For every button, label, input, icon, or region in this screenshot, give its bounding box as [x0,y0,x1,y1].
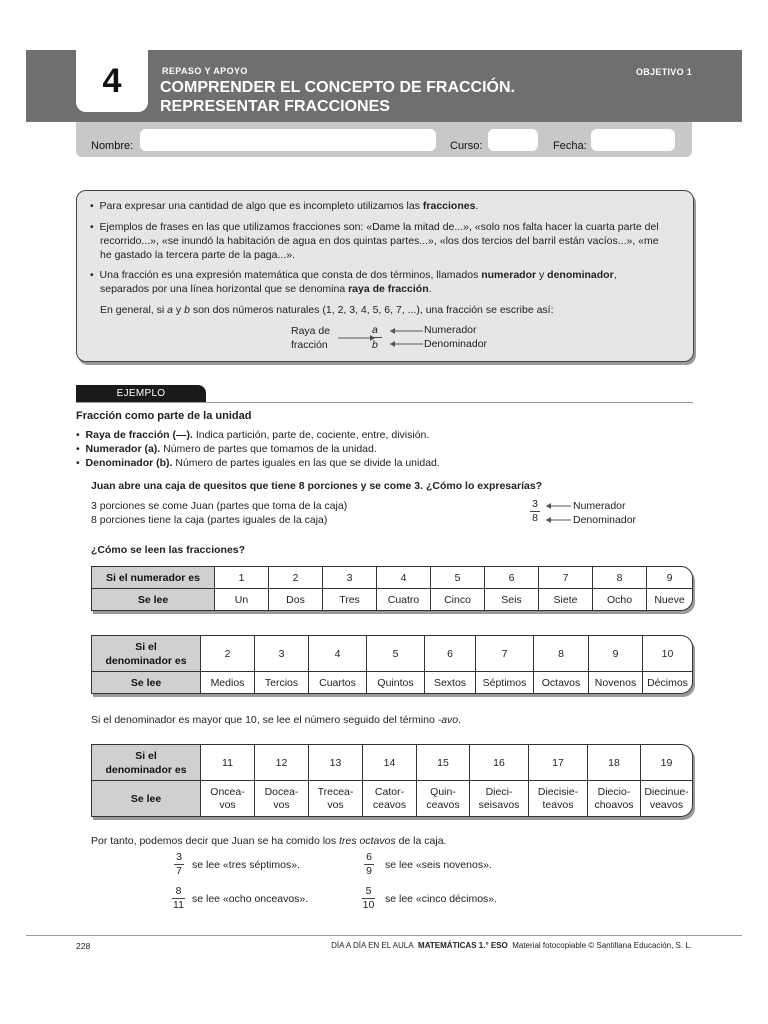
table-cell: 17 [529,745,588,780]
table-cell: Quin- ceavos [417,781,470,816]
date-label: Fecha: [553,140,587,152]
table-cell: Décimos [647,676,688,689]
table-cell: Ocho [593,589,647,610]
table-cell: 13 [309,745,363,780]
table-header: Se lee [92,781,201,816]
table-cell: Medios [201,672,255,693]
list-item: • Raya de fracción (—). Indica partición, parte de, cociente, entre, división. [76,429,430,441]
table-cell: 2 [269,567,323,588]
table-cell: 4 [309,636,367,671]
table-row [92,672,692,693]
table-cell: Diecinue- veavos [644,785,689,811]
theory-bullet-2: • Ejemplos de frases en las que utilizamos fracciones son: «Dame la mitad de...», «solo nos falta hacer la cuarta parte del recorrido...», «se inundó la habitación de agua en dos quintas partes...», «los dos tercios del barril están vacíos...», «me he gastado la tercera parte de la paga...». [90,221,659,261]
denominador-label: Denominador [424,338,488,350]
example-question: Juan abre una caja de quesitos que tiene 8 porciones y se come 3. ¿Cómo lo expresarías? [91,480,543,492]
table-cell: 16 [470,745,529,780]
course-label: Curso: [450,140,483,152]
table-cell: 10 [661,647,674,660]
theory-bullet-3: • Una fracción es una expresión matemática que consta de dos términos, llamados numerador y denominador, separados por una línea horizontal que se denomina raya de fracción. [90,269,617,295]
example-rule [76,402,693,403]
table-cell: 8 [534,636,589,671]
table-cell: 4 [377,567,431,588]
example-num-label: Numerador [573,500,626,512]
avo-table [91,744,693,817]
table-cell: 9 [666,571,673,584]
reading-fraction: 8 11 [173,885,184,911]
table-cell: Cuartos [309,672,367,693]
table-cell: 14 [363,745,417,780]
table-row [92,636,692,672]
table-cell: Octavos [534,672,589,693]
numerador-label: Numerador [424,324,477,336]
table-cell: Dieci- seisavos [470,781,529,816]
table-cell: Tres [323,589,377,610]
example-heading: Fracción como parte de la unidad [76,410,252,422]
table-header: Se lee [92,672,201,693]
table-cell: 2 [201,636,255,671]
reading-text: se lee «seis novenos». [385,859,492,871]
table-cell: Nueve [654,593,685,606]
table-cell: Docea- vos [255,781,309,816]
list-item: • Denominador (b). Número de partes iguales en las que se divide la unidad. [76,457,440,469]
table-cell: Diecio- choavos [588,781,641,816]
table-cell: 3 [255,636,309,671]
reading-text: se lee «ocho onceavos». [192,893,309,905]
table-cell: Novenos [589,672,643,693]
raya-label: Raya de fracción [291,325,331,351]
table-header: Se lee [92,589,215,610]
table-cell: 15 [417,745,470,780]
table-cell: Oncea- vos [201,781,255,816]
table-cell: 5 [431,567,485,588]
table-cell: Cuatro [377,589,431,610]
conclusion: Por tanto, podemos decir que Juan se ha comido los tres octavos de la caja. [91,835,447,847]
table-cell: Un [215,589,269,610]
list-item: • Numerador (a). Número de partes que tomamos de la unidad. [76,443,377,455]
numerator-table [91,566,693,611]
table-cell: 3 [323,567,377,588]
table-cell: Siete [539,589,593,610]
example-bar: EJEMPLO [76,385,206,402]
course-field[interactable] [488,129,538,151]
example-arrows [543,500,573,530]
page-title: COMPRENDER EL CONCEPTO DE FRACCIÓN. REPRESENTAR FRACCIONES [160,79,515,115]
objective-label: OBJETIVO 1 [636,67,693,77]
table-cell: 12 [255,745,309,780]
table-cell: Trecea- vos [309,781,363,816]
table-cell: 9 [589,636,643,671]
fraction-numerator-a: a [372,324,378,336]
table-row [92,745,692,781]
table-cell: 1 [215,567,269,588]
example-line-2: 8 porciones tiene la caja (partes iguales de la caja) [91,514,328,526]
read-heading: ¿Cómo se leen las fracciones? [91,544,246,556]
table-cell: Cinco [431,589,485,610]
name-label: Nombre: [91,140,134,152]
table-header: Si el denominador es [92,745,201,780]
footer-credits: DÍA A DÍA EN EL AULA MATEMÁTICAS 1.° ESO Material fotocopiable © Santillana Educación, S. L. [331,941,692,950]
table-cell: Cator- ceavos [363,781,417,816]
theory-bullet-1: • Para expresar una cantidad de algo que es incompleto utilizamos las fracciones. [90,200,479,212]
reading-fraction: 6 9 [364,852,374,877]
fraction-diagram [335,322,425,352]
footer-rule [26,935,742,936]
table-cell: 6 [485,567,539,588]
example-fraction: 3 8 [530,499,540,524]
table-header: Si el denominador es [92,636,201,671]
table-header: Si el numerador es [92,567,215,588]
reading-text: se lee «cinco décimos». [385,893,498,905]
avo-note: Si el denominador es mayor que 10, se lee el número seguido del término -avo. [91,714,462,726]
theory-general: En general, si a y b son dos números naturales (1, 2, 3, 4, 5, 6, 7, ...), una fracción se escribe así: [100,304,554,316]
table-cell: 11 [201,745,255,780]
example-den-label: Denominador [573,514,637,526]
table-cell: 7 [476,636,534,671]
table-cell: 19 [660,756,673,769]
table-cell: Dos [269,589,323,610]
section-kicker: REPASO Y APOYO [162,66,248,76]
example-list [76,428,440,470]
reading-text: se lee «tres séptimos». [192,859,300,871]
table-row [92,781,692,816]
page-number: 228 [76,941,91,951]
table-cell: Sextos [425,672,476,693]
unit-number: 4 [76,50,148,112]
denominator-table [91,635,693,694]
table-cell: 5 [367,636,425,671]
fraction-denominator-b: b [372,339,378,351]
table-cell: Quintos [367,672,425,693]
table-row [92,567,692,589]
table-cell: Tercios [255,672,309,693]
table-cell: Séptimos [476,672,534,693]
table-cell: Seis [485,589,539,610]
table-cell: 6 [425,636,476,671]
table-row [92,589,692,610]
table-cell: Diecisie- teavos [529,781,588,816]
table-cell: 7 [539,567,593,588]
table-cell: 8 [593,567,647,588]
table-cell: 18 [588,745,641,780]
example-line-1: 3 porciones se come Juan (partes que toma de la caja) [91,500,348,512]
date-field[interactable] [591,129,675,151]
reading-fraction: 5 10 [362,885,375,911]
name-field[interactable] [140,129,436,151]
reading-fraction: 3 7 [174,852,184,877]
